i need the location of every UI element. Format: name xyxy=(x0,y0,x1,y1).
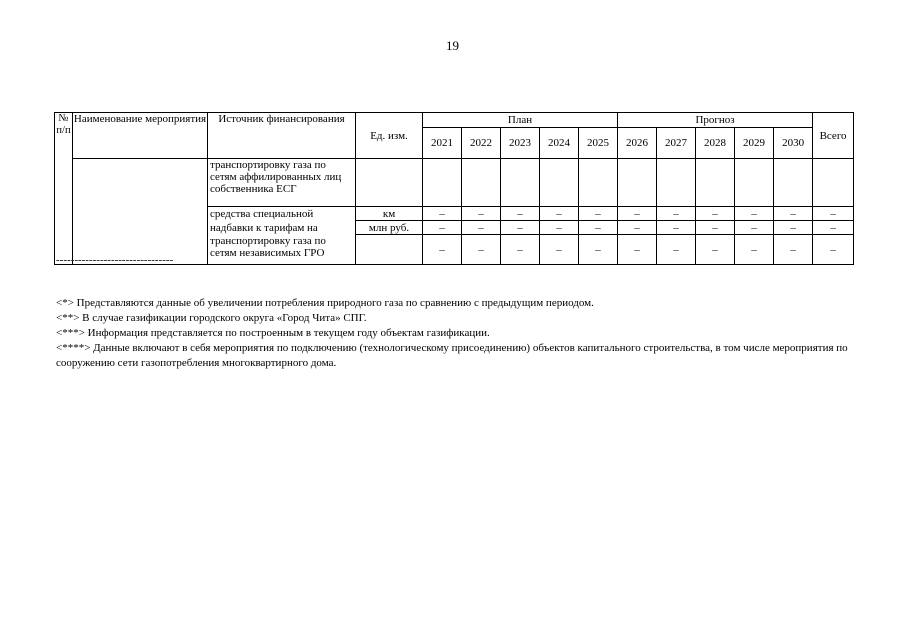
value-cell: – xyxy=(735,221,774,235)
value-cell: – xyxy=(696,207,735,221)
year-cell: 2021 xyxy=(423,128,462,159)
value-cell xyxy=(423,159,462,207)
year-cell: 2024 xyxy=(540,128,579,159)
value-cell xyxy=(735,159,774,207)
value-cell: – xyxy=(657,221,696,235)
unit-cell xyxy=(356,159,423,207)
header-forecast: Прогноз xyxy=(618,113,813,128)
source-cell: надбавки к тарифам на xyxy=(208,221,356,235)
header-total: Всего xyxy=(813,113,854,159)
year-cell: 2029 xyxy=(735,128,774,159)
value-cell: – xyxy=(618,235,657,265)
year-cell: 2025 xyxy=(579,128,618,159)
value-cell: – xyxy=(462,221,501,235)
value-cell xyxy=(501,159,540,207)
value-cell xyxy=(579,159,618,207)
value-cell xyxy=(774,159,813,207)
value-cell: – xyxy=(735,235,774,265)
footnotes xyxy=(56,296,856,371)
header-plan: План xyxy=(423,113,618,128)
source-cell: средства специальной xyxy=(208,207,356,221)
header-activity-name: Наименование мероприятия xyxy=(73,113,208,159)
value-cell: – xyxy=(813,221,854,235)
value-cell: – xyxy=(501,207,540,221)
value-cell xyxy=(540,159,579,207)
year-cell: 2030 xyxy=(774,128,813,159)
value-cell xyxy=(696,159,735,207)
table-row xyxy=(55,159,854,207)
value-cell: – xyxy=(501,221,540,235)
unit-cell xyxy=(356,235,423,265)
footnote: <*> Представляются данные об увеличении потребления природного газа по сравнению с предыдущим периодом. xyxy=(56,297,594,309)
value-cell: – xyxy=(423,221,462,235)
value-cell: – xyxy=(696,221,735,235)
value-cell: – xyxy=(813,207,854,221)
value-cell: – xyxy=(696,235,735,265)
value-cell: – xyxy=(657,235,696,265)
footnote: <***> Информация представляется по построенным в текущем году объектам газификации. xyxy=(56,327,490,339)
footnote-separator: -------------------------------- xyxy=(56,254,174,266)
value-cell: – xyxy=(774,221,813,235)
value-cell: – xyxy=(501,235,540,265)
value-cell xyxy=(657,159,696,207)
value-cell: – xyxy=(423,207,462,221)
unit-cell: км xyxy=(356,207,423,221)
value-cell: – xyxy=(540,221,579,235)
plan-table xyxy=(54,112,854,265)
source-cell: транспортировку газа по сетям независимых ГРО xyxy=(208,235,356,265)
value-cell: – xyxy=(774,207,813,221)
value-cell: – xyxy=(579,235,618,265)
value-cell: – xyxy=(423,235,462,265)
year-cell: 2023 xyxy=(501,128,540,159)
activity-name-cell xyxy=(73,159,208,265)
year-cell: 2022 xyxy=(462,128,501,159)
value-cell: – xyxy=(579,221,618,235)
header-funding-source: Источник финансирования xyxy=(208,113,356,159)
value-cell: – xyxy=(774,235,813,265)
value-cell: – xyxy=(462,235,501,265)
year-cell: 2027 xyxy=(657,128,696,159)
footnote: <****> Данные включают в себя мероприятия по подключению (технологическому присоединению) объектов капитального строительства, в том числе мероприятия по сооружению сети газопотребления многоквартирного дома. xyxy=(56,342,848,369)
year-cell: 2026 xyxy=(618,128,657,159)
header-number: № п/п xyxy=(55,113,73,265)
page-number: 19 xyxy=(446,38,459,53)
value-cell xyxy=(462,159,501,207)
footnote: <**> В случае газификации городского округа «Город Чита» СПГ. xyxy=(56,312,367,324)
value-cell: – xyxy=(462,207,501,221)
value-cell xyxy=(813,159,854,207)
value-cell: – xyxy=(579,207,618,221)
value-cell: – xyxy=(540,235,579,265)
value-cell: – xyxy=(813,235,854,265)
value-cell xyxy=(618,159,657,207)
value-cell: – xyxy=(657,207,696,221)
value-cell: – xyxy=(618,221,657,235)
header-unit: Ед. изм. xyxy=(356,113,423,159)
unit-cell: млн руб. xyxy=(356,221,423,235)
value-cell: – xyxy=(540,207,579,221)
value-cell: – xyxy=(735,207,774,221)
source-cell: транспортировку газа по сетям аффилированных лиц собственника ЕСГ xyxy=(208,159,356,207)
value-cell: – xyxy=(618,207,657,221)
year-cell: 2028 xyxy=(696,128,735,159)
